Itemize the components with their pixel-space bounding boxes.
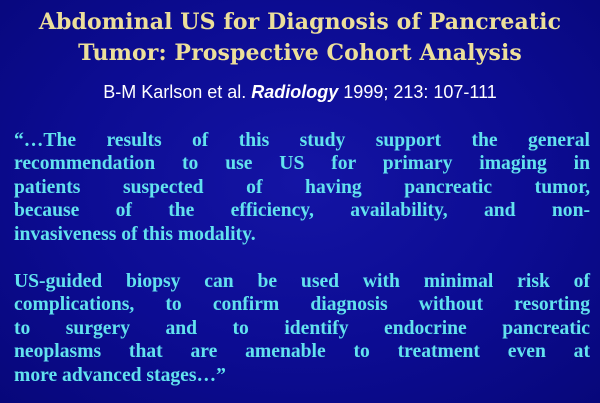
citation [0,82,600,103]
quote-paragraph-1 [14,129,590,246]
quote-paragraph-2 [14,270,590,387]
quote-line: “…The results of this study support the general [14,130,590,151]
quote-line: more advanced stages…” [14,364,226,386]
quote-line: recommendation to use US for primary imaging in [14,153,590,175]
citation-details: 1999; 213: 107-111 [338,82,497,102]
slide-title-line-1: Abdominal US for Diagnosis of Pancreatic [38,9,562,35]
slide-title-line-2: Tumor: Prospective Cohort Analysis [78,40,522,66]
quote-line: complications, to confirm diagnosis without resorting [14,294,590,316]
quote-line: invasiveness of this modality. [14,223,256,245]
citation-journal: Radiology [251,82,339,102]
quote-line: because of the efficiency, availability, and non- [14,200,590,222]
quote-line: neoplasms that are amenable to treatment even at [14,341,590,363]
citation-authors: B-M Karlson et al. [103,82,252,102]
quote-line: US-guided biopsy can be used with minimal risk of [14,271,590,292]
quote-line: to surgery and to identify endocrine pancreatic [14,317,590,339]
quote-line: patients suspected of having pancreatic tumor, [14,176,590,198]
